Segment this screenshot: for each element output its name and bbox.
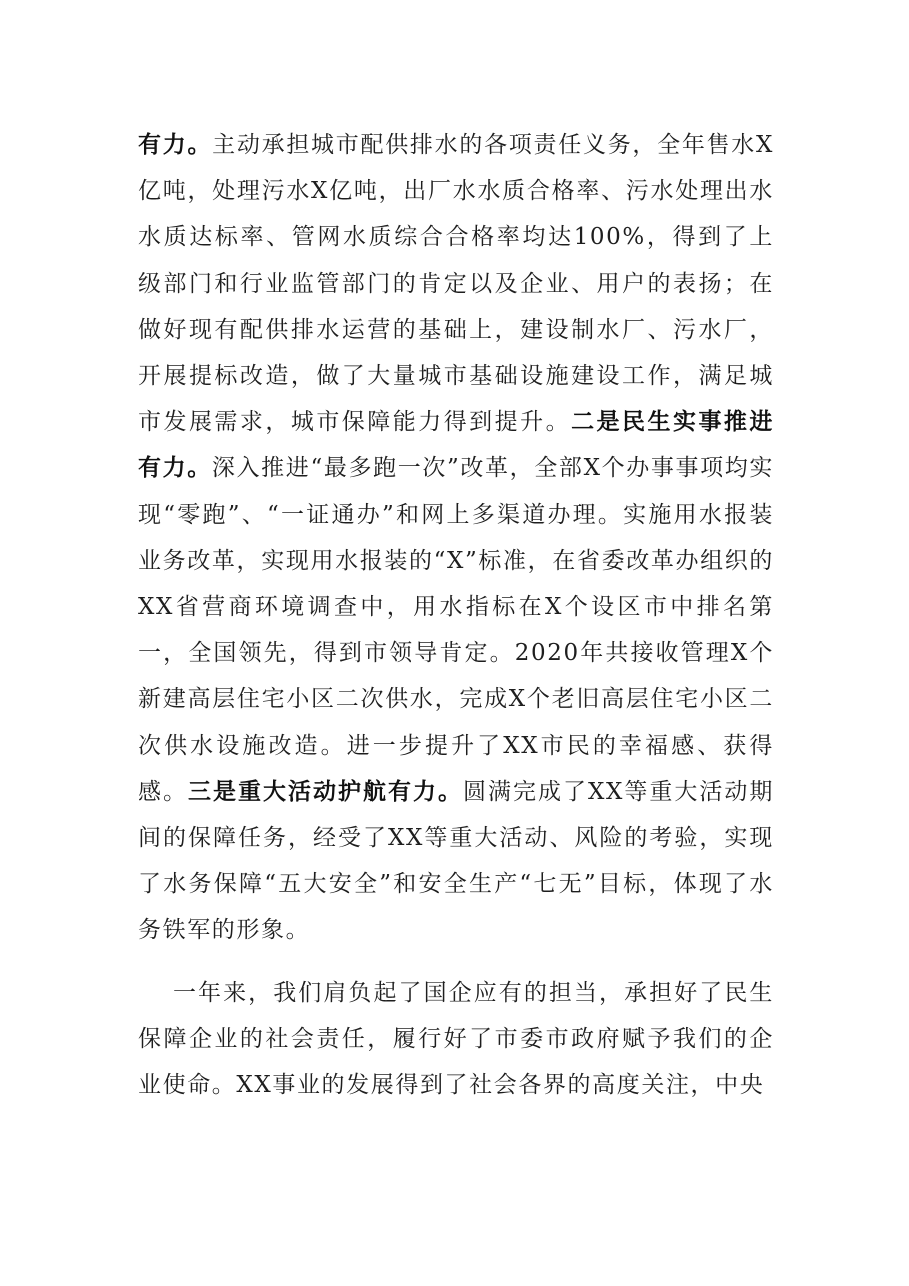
paragraph-2: 一年来，我们肩负起了国企应有的担当，承担好了民生保障企业的社会责任，履行好了市委市政府赋予我们的企业使命。XX事业的发展得到了社会各界的高度关注，中央	[138, 979, 774, 1099]
bold-phrase-strong: 有力。	[138, 132, 213, 158]
bold-heading-major-events: 三是重大活动护航有力。	[188, 778, 464, 805]
body-text-livelihood: 深入推进“最多跑一次”改革，全部X个办事事项均实现“零跑”、“一证通办”和网上多渠道办理。实施用水报装业务改革，实现用水报装的“X”标准，在省委改革办组织的XX省营商环境调查中，用水指标在X个设区市中排名第一，全国领先，得到市领导肯定。2020年共接收管理X个新建高层住宅小区二次供水，完成X个老旧高层住宅小区二次供水设施改造。进一步提升了XX市民的幸福感、获得感。	[138, 455, 774, 805]
bold-heading-livelihood: 二是民生实事推进有力。	[138, 409, 774, 482]
paragraph-1	[138, 122, 774, 954]
document-body	[138, 122, 774, 1108]
body-text-water-supply: 主动承担城市配供排水的各项责任义务，全年售水X亿吨，处理污水X亿吨，出厂水水质合格率、污水处理出水水质达标率、管网水质综合合格率均达100%，得到了上级部门和行业监管部门的肯定以及企业、用户的表扬；在做好现有配供排水运营的基础上，建设制水厂、污水厂，开展提标改造，做了大量城市基础设施建设工作，满足城市发展需求，城市保障能力得到提升。	[138, 132, 774, 436]
body-text-major-events: 圆满完成了XX等重大活动期间的保障任务，经受了XX等重大活动、风险的考验，实现了水务保障“五大安全”和安全生产“七无”目标，体现了水务铁军的形象。	[138, 778, 774, 944]
